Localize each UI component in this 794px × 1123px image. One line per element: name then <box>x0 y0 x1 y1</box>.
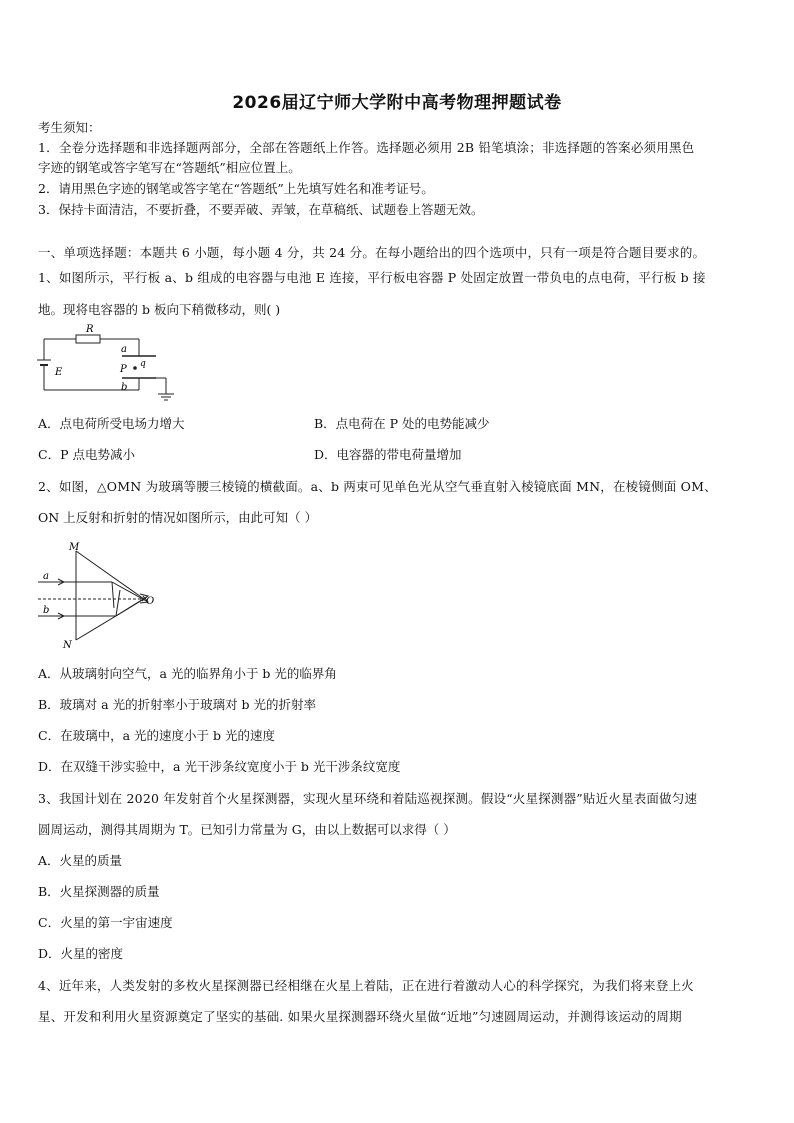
q1-option-a: A．点电荷所受电场力增大 <box>38 416 185 431</box>
notice-item-1: 1．全卷分选择题和非选择题两部分，全部在答题纸上作答。选择题必须用 2B 铅笔填涂；非选择题的答案必须用黑色 <box>38 140 695 155</box>
q2-option-b: B．玻璃对 a 光的折射率小于玻璃对 b 光的折射率 <box>38 697 317 712</box>
q3-option-c: C．火星的第一宇宙速度 <box>38 915 173 930</box>
notice-item-3: 3．保持卡面清洁，不要折叠，不要弄破、弄皱，在草稿纸、试题卷上答题无效。 <box>38 202 484 217</box>
label-O: O <box>146 596 155 607</box>
label-b: b <box>121 382 128 393</box>
label-P: P <box>120 364 127 375</box>
label-R: R <box>86 324 94 335</box>
q2-stem-line2: ON 上反射和折射的情况如图所示，由此可知（ ） <box>38 510 318 525</box>
notice-item-2: 2．请用黑色字迹的钢笔或答字笔在“答题纸”上先填写姓名和准考证号。 <box>38 181 434 196</box>
q2-option-c: C．在玻璃中，a 光的速度小于 b 光的速度 <box>38 728 275 743</box>
q1-option-d: D．电容器的带电荷量增加 <box>314 447 462 462</box>
q2-option-a: A．从玻璃射向空气，a 光的临界角小于 b 光的临界角 <box>38 666 337 681</box>
q3-option-b: B．火星探测器的质量 <box>38 884 160 899</box>
label-a: a <box>121 344 127 355</box>
q1-option-c: C．P 点电势减小 <box>38 447 135 462</box>
notice-heading: 考生须知： <box>38 120 101 135</box>
label-M: M <box>69 542 80 553</box>
q3-stem-line1: 3、我国计划在 2020 年发射首个火星探测器，实现火星环绕和着陆巡视探测。假设“火星探测器”贴近火星表面做匀速 <box>38 791 698 806</box>
section-heading: 一、单项选择题：本题共 6 小题，每小题 4 分，共 24 分。在每小题给出的四个选项中，只有一项是符合题目要求的。 <box>38 245 706 260</box>
q2-stem-line1: 2、如图，△OMN 为玻璃等腰三棱镜的横截面。a、b 两束可见单色光从空气垂直射入棱镜底面 MN，在棱镜侧面 OM、 <box>38 479 717 494</box>
page-title: 2026届辽宁师大学附中高考物理押题试卷 <box>232 93 562 113</box>
q2-option-d: D．在双缝干涉实验中，a 光干涉条纹宽度小于 b 光干涉条纹宽度 <box>38 759 401 774</box>
q1-stem-line1: 1、如图所示，平行板 a、b 组成的电容器与电池 E 连接，平行板电容器 P 处固定放置一带负电的点电荷，平行板 b 接 <box>38 270 706 285</box>
q1-stem-line2: 地。现将电容器的 b 板向下稍微移动，则( ) <box>38 302 281 317</box>
label-a: a <box>43 571 49 582</box>
q3-option-a: A．火星的质量 <box>38 853 123 868</box>
label-E: E <box>55 367 63 378</box>
label-N: N <box>63 640 72 650</box>
notice-item-1-cont: 字迹的钢笔或答字笔写在“答题纸”相应位置上。 <box>38 160 301 175</box>
point-charge-icon <box>133 366 137 370</box>
q4-stem-line2: 星、开发和利用火星资源奠定了坚实的基础. 如果火星探测器环绕火星做“近地”匀速圆周运动，并测得该运动的周期 <box>38 1009 682 1024</box>
label-q: q <box>140 359 146 369</box>
q3-option-d: D．火星的密度 <box>38 946 124 961</box>
q4-stem-line1: 4、近年来，人类发射的多枚火星探测器已经相继在火星上着陆，正在进行着激动人心的科学探究，为我们将来登上火 <box>38 978 694 993</box>
q3-stem-line2: 圆周运动，测得其周期为 T。已知引力常量为 G，由以上数据可以求得（ ） <box>38 822 456 837</box>
q1-option-b: B．点电荷在 P 处的电势能减少 <box>314 416 490 431</box>
q2-prism-figure <box>36 538 166 650</box>
q1-circuit-figure <box>36 322 186 412</box>
label-b: b <box>43 605 50 616</box>
